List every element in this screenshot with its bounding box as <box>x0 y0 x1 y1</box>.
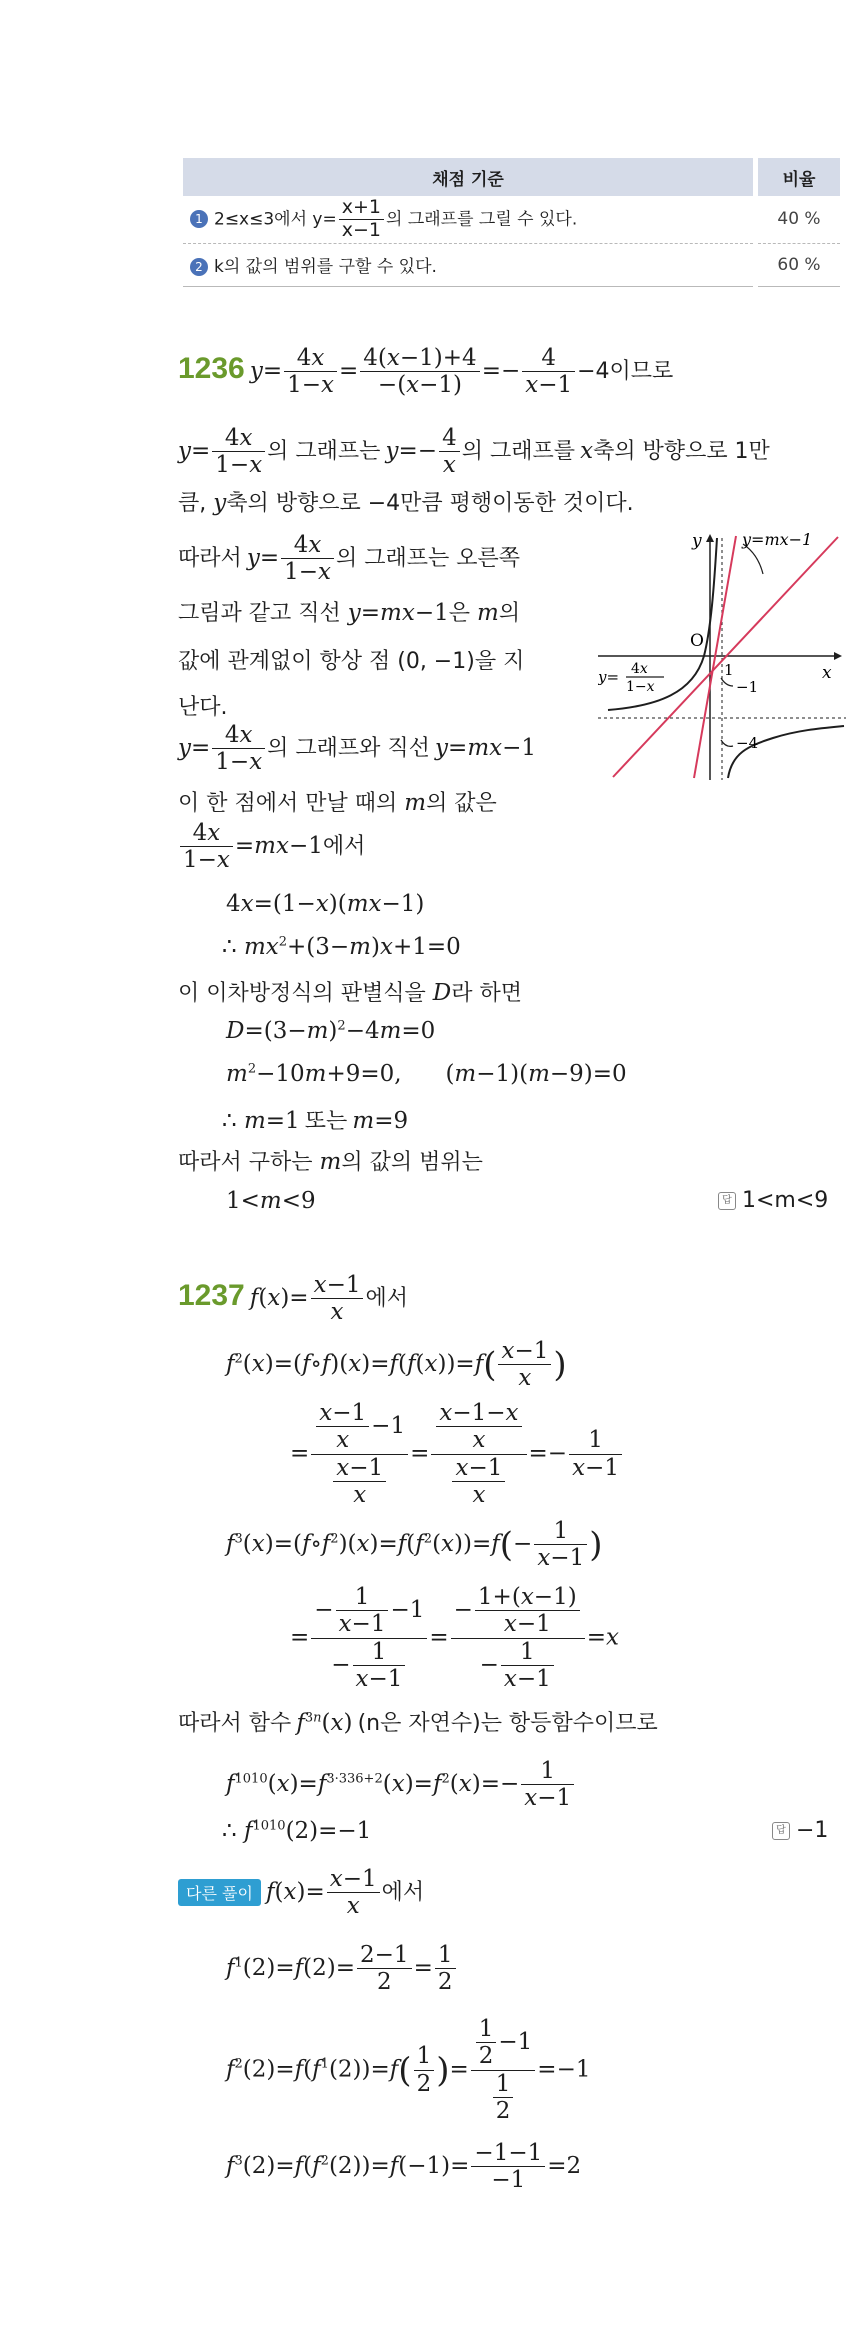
problem-1236-line17: 따라서 구하는 m의 값의 범위는 <box>178 1149 483 1175</box>
label-origin: O <box>690 631 704 651</box>
equation: $f^3(2)=f(f^2(2))=f(-1)=$ $\frac{-1-1}{-1}$ =2 <box>226 2140 582 2194</box>
problem-1237-line1: 1237 f(x)= $\frac{x-1}{x}$ 에서 <box>178 1272 408 1326</box>
equation: $f^3(x)=(f\circ f^2)(x)=f(f^2(x))=f(-$ $\frac{1}{x-1}$ ) <box>226 1518 603 1572</box>
y-axis-arrow-icon <box>706 534 714 542</box>
equation: $m^2-10m+9=0$, (m−1)(m−9)=0 <box>226 1061 627 1087</box>
label-pointer <box>721 740 733 746</box>
label-y: y <box>692 531 702 551</box>
equation: ∴ $mx^2+(3-m)x+1=0$ <box>222 934 461 960</box>
alt-solution-tag: 다른 풀이 <box>178 1879 261 1906</box>
problem-1236-line3: 큼, y축의 방향으로 −4만큼 평행이동한 것이다. <box>178 490 634 516</box>
fraction: $\frac{x+1}{x-1}$ <box>339 197 384 242</box>
label-curve: y= <box>598 668 620 686</box>
equation: = $\frac{x-1}{x}$ −1 $\frac{x-1}{x}$ = $\frac{\frac{x-1-x}{x}}{\frac{x-1}{x}}$ =− $\frac{1}{x-1}$ <box>290 1400 624 1509</box>
label-pointer <box>721 678 733 686</box>
equation: ∴ m=1 또는 m=9 <box>222 1108 409 1134</box>
table-row <box>183 196 840 243</box>
equation: 4x=(1−x)(mx−1) <box>226 891 425 917</box>
answer-icon: 답 <box>718 1192 736 1210</box>
problem-number: 1236 <box>178 351 245 385</box>
equation: $f^{1010}(x)=f^{3\cdot 336+2}(x)=f^2(x)=-$ $\frac{1}{x-1}$ <box>226 1758 576 1812</box>
x-axis-arrow-icon <box>834 652 842 660</box>
answer-icon: 답 <box>772 1822 790 1840</box>
table-row <box>183 243 840 286</box>
equation: $f^2(2)=f(f^1(2))=f$( $\frac{1}{2}$ )= $\frac{1}{2}$ −1 $\frac{1}{2}$ =−1 <box>226 2016 591 2125</box>
scoring-table <box>183 158 840 287</box>
criteria-text-pre: 2≤x≤3에서 y= <box>214 209 337 230</box>
graph-1236 <box>598 528 846 780</box>
alt-solution-line1: 다른 풀이 f(x)= $\frac{x-1}{x}$ 에서 <box>178 1866 424 1920</box>
ratio-cell: 60 % <box>756 243 841 286</box>
bullet-icon: 1 <box>190 210 208 228</box>
equation: $f^1(2)=f(2)=$ $\frac{2-1}{2}$ = $\frac{1}{2}$ <box>226 1942 458 1996</box>
equation: ∴ $f^{1010}(2)=-1$ <box>222 1818 372 1844</box>
table-header-ratio: 비율 <box>756 158 841 196</box>
table-header-criteria: 채점 기준 <box>183 158 756 196</box>
tick-1: 1 <box>724 661 734 679</box>
criteria-text: k의 값의 범위를 구할 수 있다. <box>214 257 437 278</box>
problem-1236-line9: 이 한 점에서 만날 때의 m의 값은 <box>178 790 497 816</box>
problem-1236-line6: 값에 관계없이 항상 점 (0, −1)을 지 <box>178 649 525 674</box>
tick-minus-1: −1 <box>736 678 759 696</box>
label-x: x <box>822 663 832 683</box>
label-curve-num: 4x <box>631 661 648 677</box>
problem-1236-line4: 따라서 y= $\frac{4x}{1-x}$ 의 그래프는 오른쪽 <box>178 532 521 586</box>
tick-minus-4: −4 <box>736 734 759 752</box>
problem-1236-line1: 1236 y= $\frac{4x}{1-x}$ = $\frac{4(x-1)+4}{-(x-1)}$ =− $\frac{4}{x-1}$ −4이므로 <box>178 345 674 399</box>
ratio-cell: 40 % <box>756 196 841 243</box>
equation: 1<m<9 <box>226 1188 316 1214</box>
equation: $f^2(x)=(f\circ f)(x)=f(f(x))=f$( $\frac{x-1}{x}$ ) <box>226 1338 567 1392</box>
bullet-icon: 2 <box>190 258 208 276</box>
problem-number: 1237 <box>178 1278 245 1312</box>
problem-1236-line7: 난다. <box>178 695 228 720</box>
criteria-text-post: 의 그래프를 그릴 수 있다. <box>386 209 578 230</box>
equation: $D=(3-m)^2-4m=0$ <box>226 1018 436 1044</box>
problem-1236-line10: $\frac{4x}{1-x}$ =mx−1에서 <box>178 820 365 874</box>
equation: = − $\frac{1}{x-1}$ −1 − $\frac{1}{x-1}$ = − $\frac{1+(x-1)}{x-1}$ − $\frac{1}{x-1}$ =x <box>290 1584 619 1693</box>
problem-1237-line-conclusion: 따라서 함수 $f^{3n}(x)$ (n은 자연수)는 항등함수이므로 <box>178 1710 658 1736</box>
answer-1237: 답 −1 <box>772 1818 828 1843</box>
answer-1236: 답 1<m<9 <box>718 1188 828 1213</box>
problem-1236-line8: y= $\frac{4x}{1-x}$ 의 그래프와 직선 y=mx−1 <box>178 722 536 776</box>
line-y-mx-1-a <box>613 537 838 777</box>
problem-1236-line2: y= $\frac{4x}{1-x}$ 의 그래프는 y=− $\frac{4}{x}$ 의 그래프를 x축의 방향으로 1만 <box>178 425 770 479</box>
problem-1236-line5: 그림과 같고 직선 y=mx−1은 m의 <box>178 600 521 626</box>
label-line: y=mx−1 <box>742 530 813 549</box>
problem-1236-line13: 이 이차방정식의 판별식을 D라 하면 <box>178 980 522 1006</box>
label-curve-den: 1−x <box>626 679 655 695</box>
